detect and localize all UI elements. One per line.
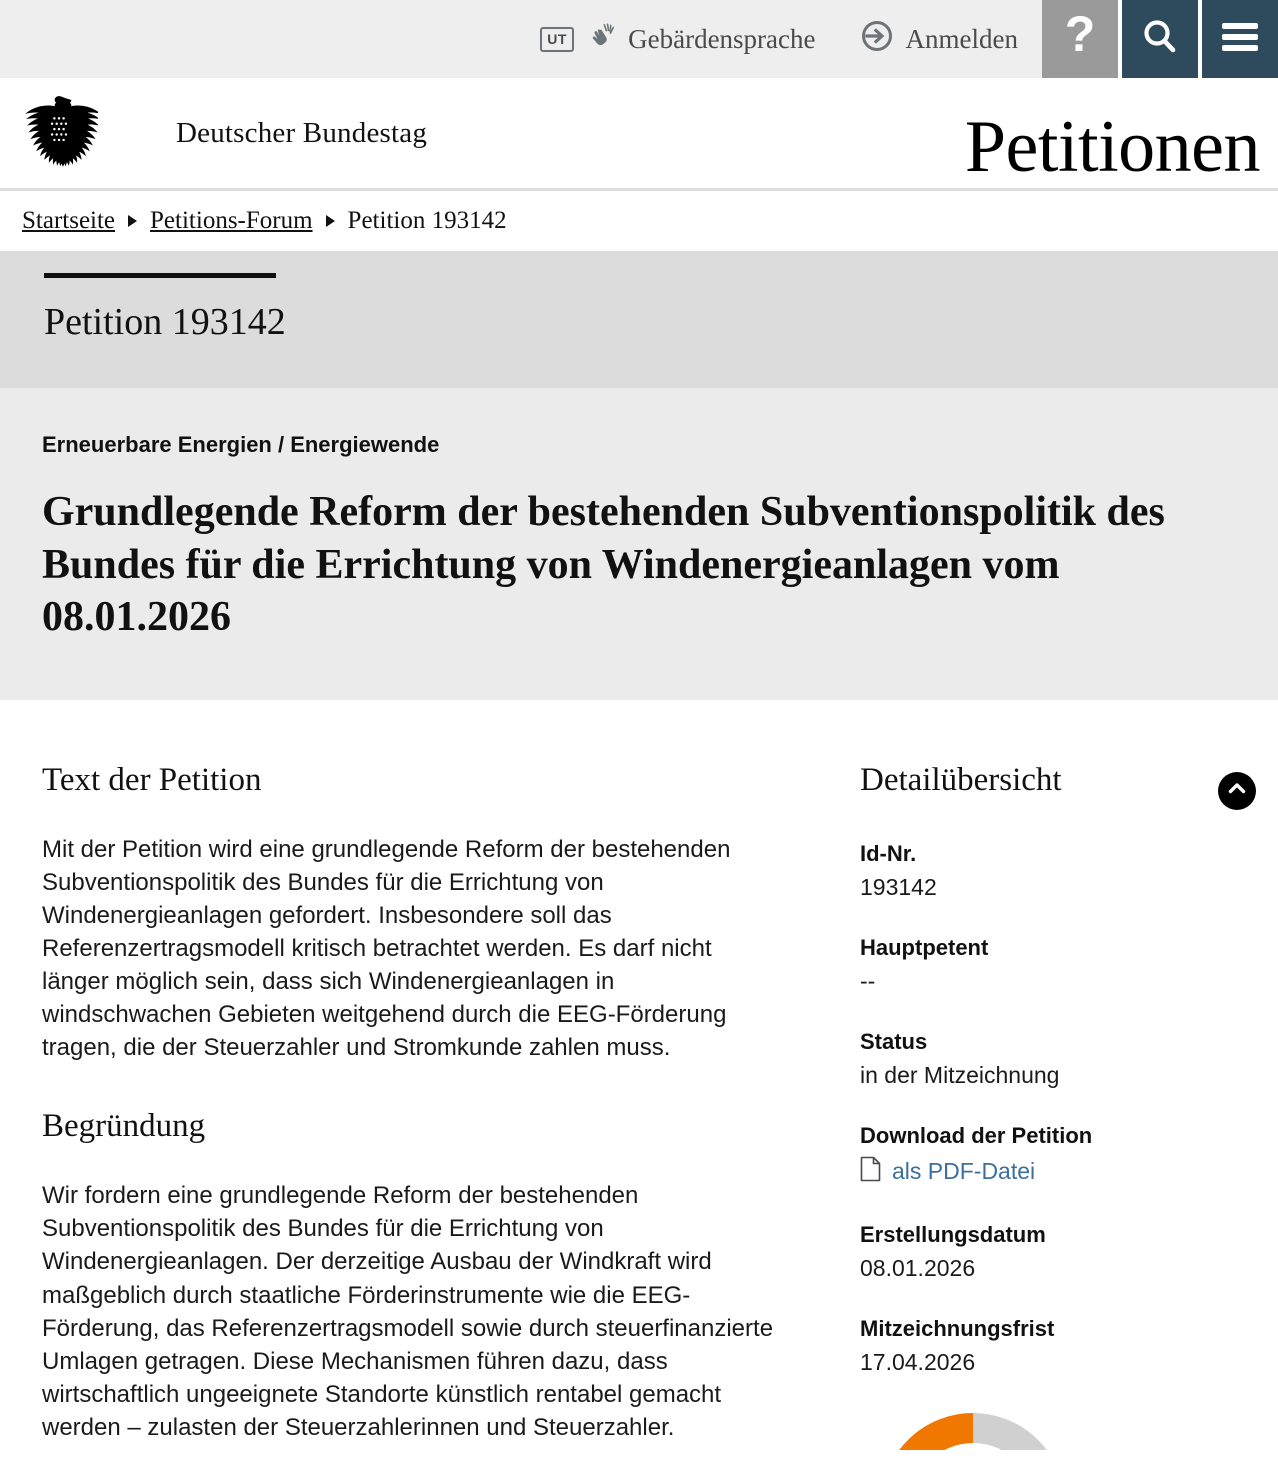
search-icon <box>1140 17 1180 62</box>
reason-paragraph: Wir fordern eine grundlegende Reform der bestehenden Subventionspolitik des Bundes für die Errichtung von Windenergieanlagen. Der derzeitige Ausbau der Windkraft wird maßgeblich durch staatliche Förderinstrumente wie die EEG-Förderung, das Referenzertragsmodell sowie durch steuerfinanzierte Umlagen getragen. Diese Mechanismen führen dazu, dass wirtschaftlich ungeeignete Standorte künstlich rentabel gemacht werden – zulasten der Steuerzahlerinnen und Steuerzahler. <box>42 1182 774 1442</box>
petition-text-column <box>0 762 840 1466</box>
detail-item-status <box>860 1029 1238 1089</box>
detail-value: 08.01.2026 <box>860 1254 976 1281</box>
login-label: Anmelden <box>905 23 1018 54</box>
petition-id-band <box>0 251 1278 388</box>
heading-rule <box>44 273 276 278</box>
petition-title-band <box>0 388 1278 700</box>
detail-label: Erstellungsdatum <box>860 1221 1046 1247</box>
pdf-file-icon <box>860 1156 881 1188</box>
detail-label: Status <box>860 1028 928 1054</box>
pdf-download-link[interactable] <box>860 1156 1238 1188</box>
breadcrumb-separator-icon <box>128 215 137 227</box>
main-content <box>0 700 1278 1466</box>
petitionen-wordmark: Petitionen <box>964 106 1260 188</box>
search-button[interactable] <box>1122 0 1198 78</box>
breadcrumb <box>0 191 1278 251</box>
svg-text:?: ? <box>1064 8 1096 62</box>
sidebar-heading: Detailübersicht <box>860 761 1062 798</box>
detail-label: Id-Nr. <box>860 840 917 866</box>
subtitles-ut-icon: UT <box>540 27 574 52</box>
question-mark-icon <box>1058 9 1102 70</box>
chevron-up-icon <box>1226 777 1248 804</box>
detail-item-erstellungsdatum <box>860 1222 1238 1282</box>
mitzeichnungs-gauge <box>878 1410 1238 1450</box>
sign-language-hands-icon <box>586 21 616 58</box>
petition-text-heading: Text der Petition <box>42 761 262 798</box>
scroll-to-top-button[interactable] <box>1218 772 1256 810</box>
detail-item-hauptpetent <box>860 935 1238 995</box>
sign-language-label: Gebärdensprache <box>628 23 816 54</box>
top-utility-bar <box>0 0 1278 78</box>
detail-item-download <box>860 1123 1238 1188</box>
page-title: Petition 193142 <box>44 301 286 343</box>
institution-name: Deutscher Bundestag <box>176 116 428 149</box>
brand-bar <box>0 78 1278 191</box>
help-button[interactable] <box>1042 0 1118 78</box>
detail-value: 193142 <box>860 873 937 900</box>
status-badge: in der Mitzeichnung <box>860 1061 1060 1088</box>
menu-button[interactable] <box>1202 0 1278 78</box>
pdf-link-label: als PDF-Datei <box>892 1158 1036 1184</box>
sign-language-link[interactable] <box>540 21 815 58</box>
breadcrumb-item-startseite[interactable]: Startseite <box>22 207 116 234</box>
detail-sidebar <box>840 762 1278 1466</box>
petition-title: Grundlegende Reform der bestehenden Subventionspolitik des Bundes für die Errichtung von Windenergieanlagen vom 08.01.2026 <box>42 489 1165 640</box>
sign-in-icon <box>860 19 894 60</box>
breadcrumb-separator-icon <box>326 215 335 227</box>
petition-text-paragraph: Mit der Petition wird eine grundlegende Reform der bestehenden Subventionspolitik des Bundes für die Errichtung von Windenergieanlagen gefordert. Insbesondere soll das Referenzertragsmodell kritisch betrachtet werden. Es darf nicht länger möglich sein, dass sich Windenergieanlagen in windschwachen Gebieten weitgehend durch die EEG-Förderung tragen, die der Steuerzahler und Stromkunde zahlen muss. <box>42 835 731 1062</box>
detail-label: Mitzeichnungsfrist <box>860 1315 1055 1341</box>
detail-label: Download der Petition <box>860 1122 1093 1148</box>
breadcrumb-item-current: Petition 193142 <box>347 207 507 234</box>
detail-item-mitzeichnungsfrist <box>860 1316 1238 1376</box>
reason-heading: Begründung <box>42 1108 206 1145</box>
detail-value: 17.04.2026 <box>860 1348 976 1375</box>
detail-item-id-nr <box>860 841 1238 901</box>
detail-value: -- <box>860 967 876 994</box>
detail-label: Hauptpetent <box>860 934 989 960</box>
hamburger-menu-icon <box>1219 20 1261 59</box>
petition-category: Erneuerbare Energien / Energiewende <box>42 432 440 457</box>
login-link[interactable] <box>860 19 1018 60</box>
top-utility-links <box>540 0 1042 78</box>
breadcrumb-item-petitions-forum[interactable]: Petitions-Forum <box>150 207 313 234</box>
bundestag-eagle-logo[interactable] <box>20 93 98 173</box>
